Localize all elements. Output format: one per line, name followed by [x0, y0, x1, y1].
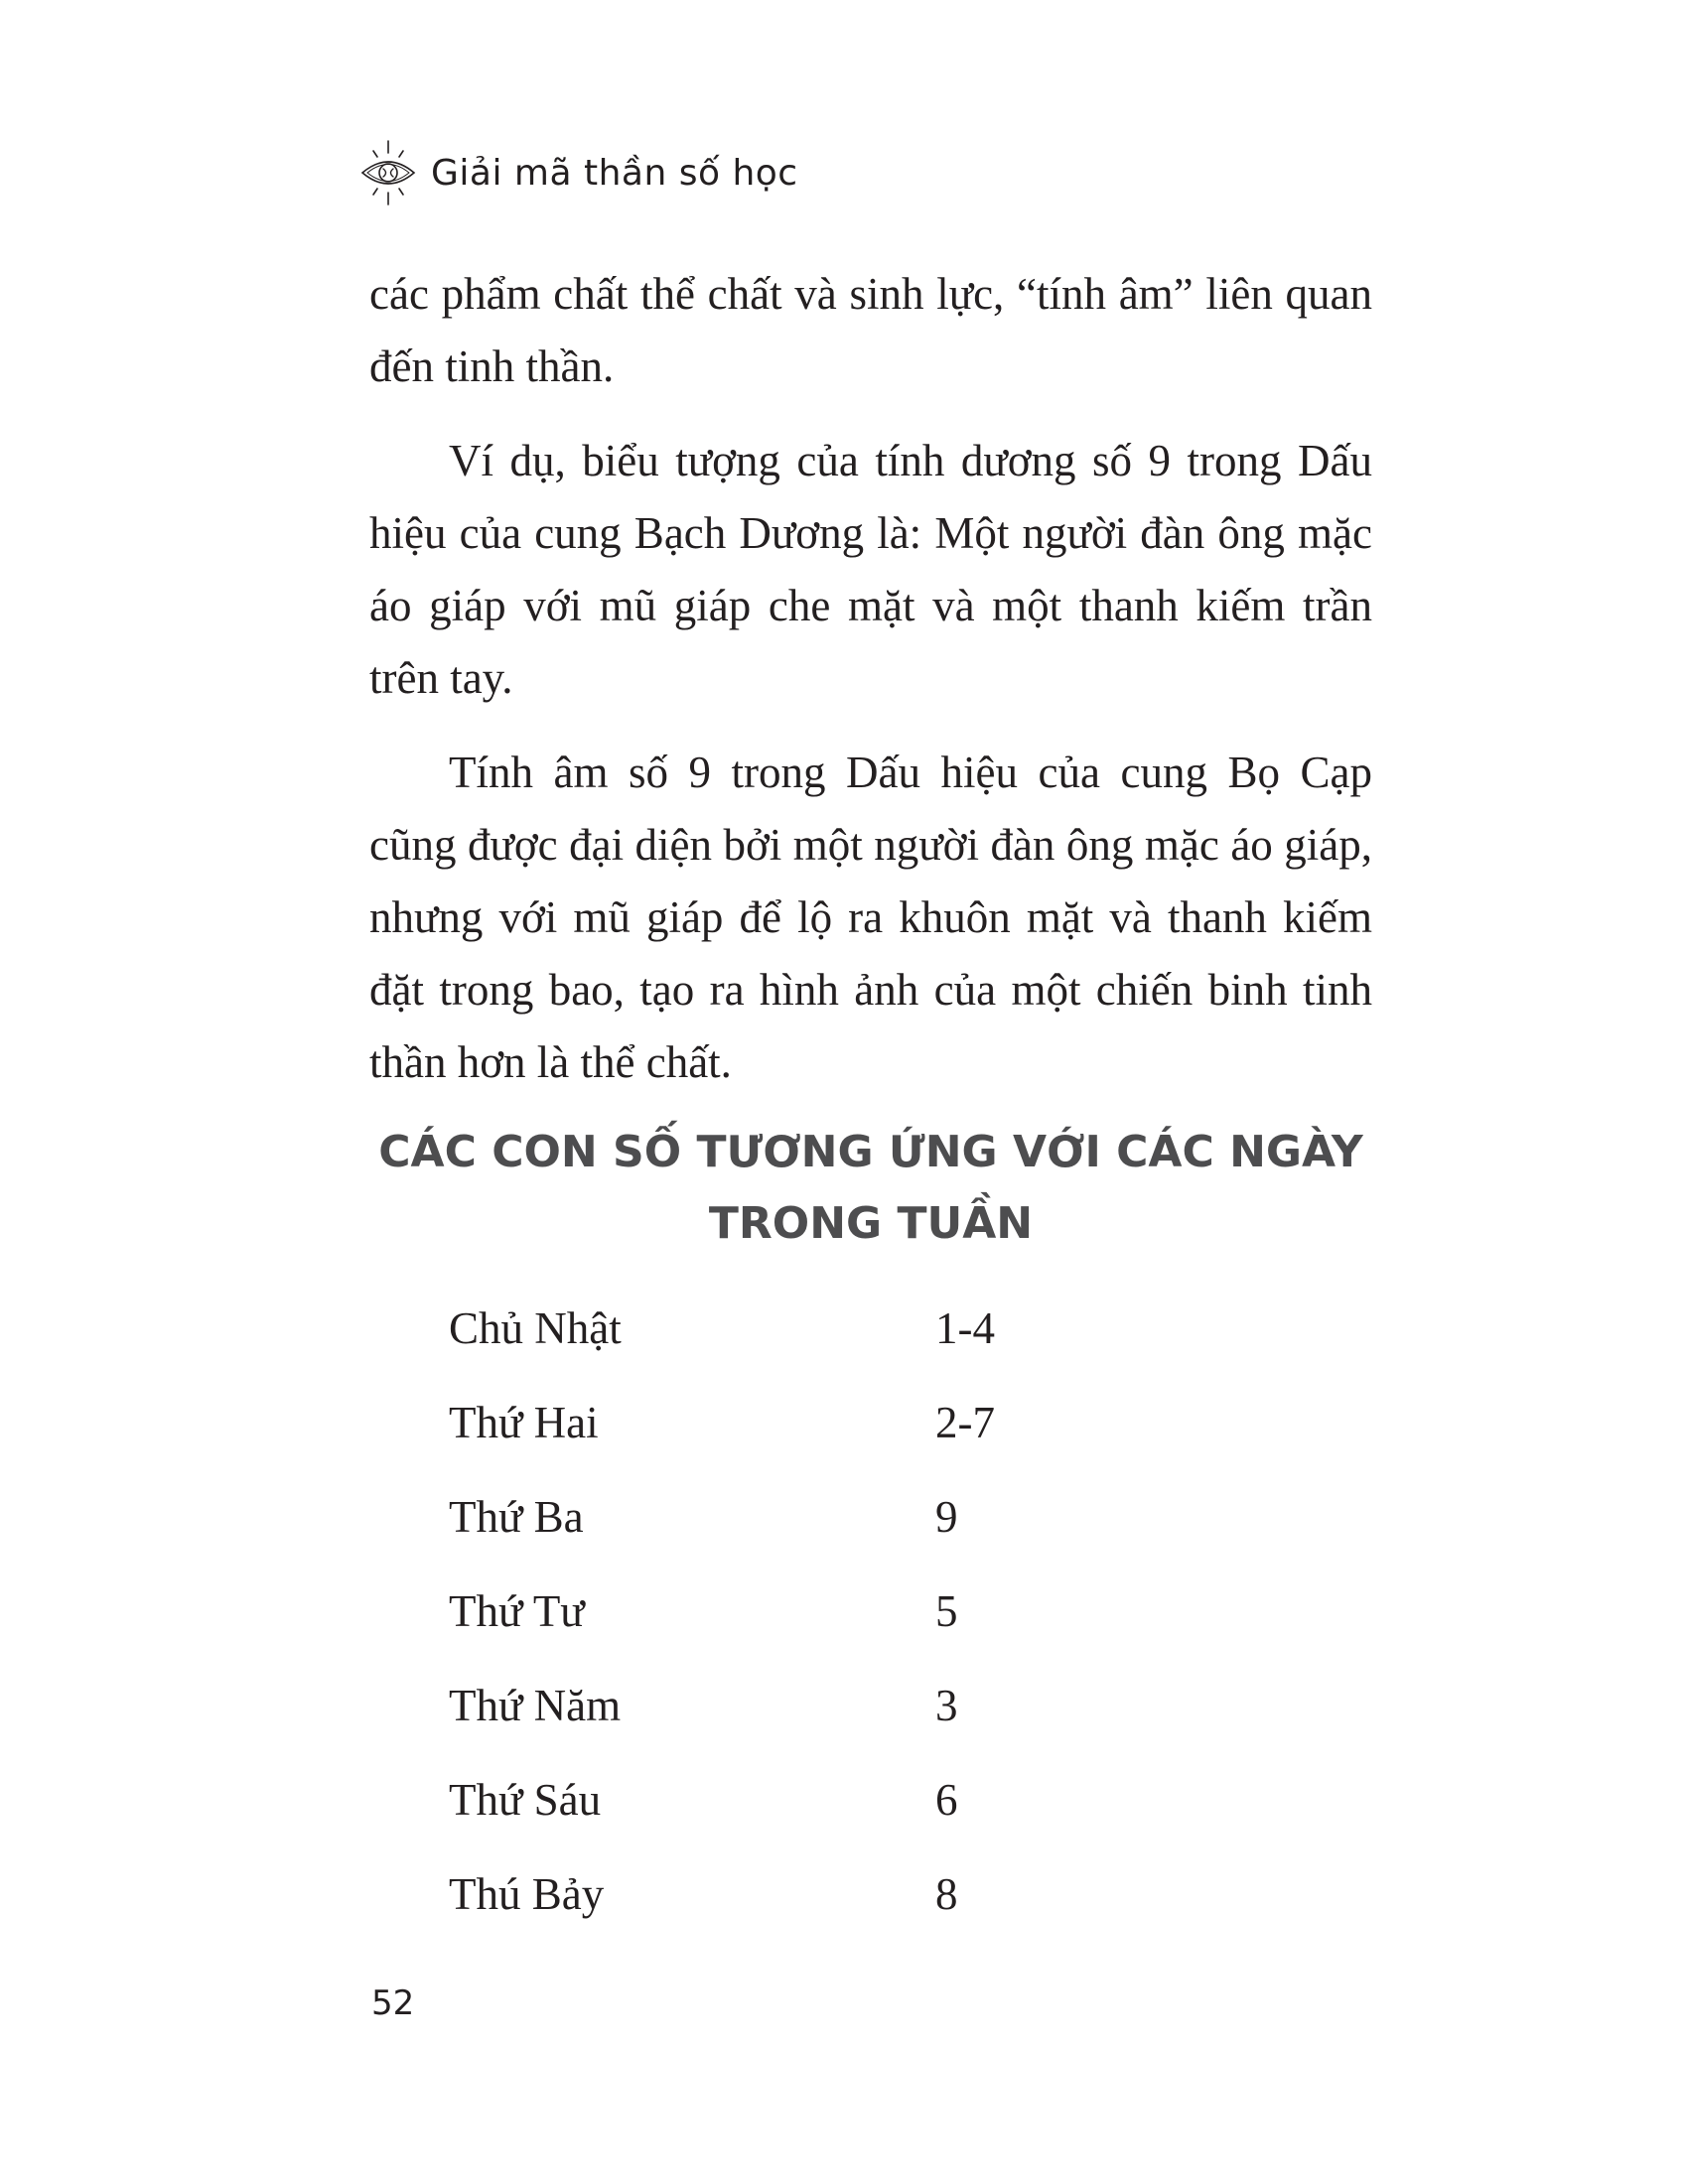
day-number: 9	[935, 1491, 958, 1542]
paragraph-3: Tính âm số 9 trong Dấu hiệu của cung Bọ Cạp cũng được đại diện bởi một người đàn ông mặc áo giáp, nhưng với mũ giáp để lộ ra khuôn mặt và thanh kiếm đặt trong bao, tạo ra hình ảnh của một chiến binh tinh thần hơn là thể chất.	[369, 748, 1372, 1087]
day-name: Thứ Tư	[449, 1585, 585, 1636]
page-number: 52	[371, 1983, 415, 2023]
eye-ornament-icon	[359, 139, 417, 206]
table-row	[449, 1469, 1144, 1564]
paragraph-2: Ví dụ, biểu tượng của tính dương số 9 trong Dấu hiệu của cung Bạch Dương là: Một người đàn ông mặc áo giáp với mũ giáp che mặt và một thanh kiếm trần trên tay.	[369, 436, 1372, 703]
day-name: Thứ Năm	[449, 1680, 622, 1730]
running-title: Giải mã thần số học	[431, 152, 798, 194]
table-row	[449, 1658, 1144, 1752]
table-row	[449, 1564, 1144, 1658]
section-heading	[369, 1117, 1372, 1260]
running-head	[359, 139, 798, 206]
table-row	[449, 1752, 1144, 1846]
table-row	[449, 1375, 1144, 1469]
day-number: 1-4	[935, 1302, 995, 1353]
day-name: Thú Bảy	[449, 1868, 605, 1919]
day-name: Thứ Sáu	[449, 1774, 602, 1825]
body-text	[369, 258, 1372, 1121]
day-number: 6	[935, 1774, 958, 1825]
day-number: 2-7	[935, 1397, 995, 1447]
day-number-table	[449, 1281, 1144, 1941]
day-number: 8	[935, 1868, 958, 1919]
section-heading-line-2: TRONG TUẦN	[708, 1198, 1034, 1249]
table-row	[449, 1846, 1144, 1941]
section-heading-line-1: CÁC CON SỐ TƯƠNG ỨNG VỚI CÁC NGÀY	[378, 1127, 1363, 1177]
day-name: Thứ Ba	[449, 1491, 584, 1542]
day-number: 5	[935, 1585, 958, 1636]
paragraph-1: các phẩm chất thể chất và sinh lực, “tính âm” liên quan đến tinh thần.	[369, 269, 1372, 391]
day-name: Thứ Hai	[449, 1397, 599, 1447]
day-name: Chủ Nhật	[449, 1302, 622, 1353]
table-row	[449, 1281, 1144, 1375]
day-number: 3	[935, 1680, 958, 1730]
